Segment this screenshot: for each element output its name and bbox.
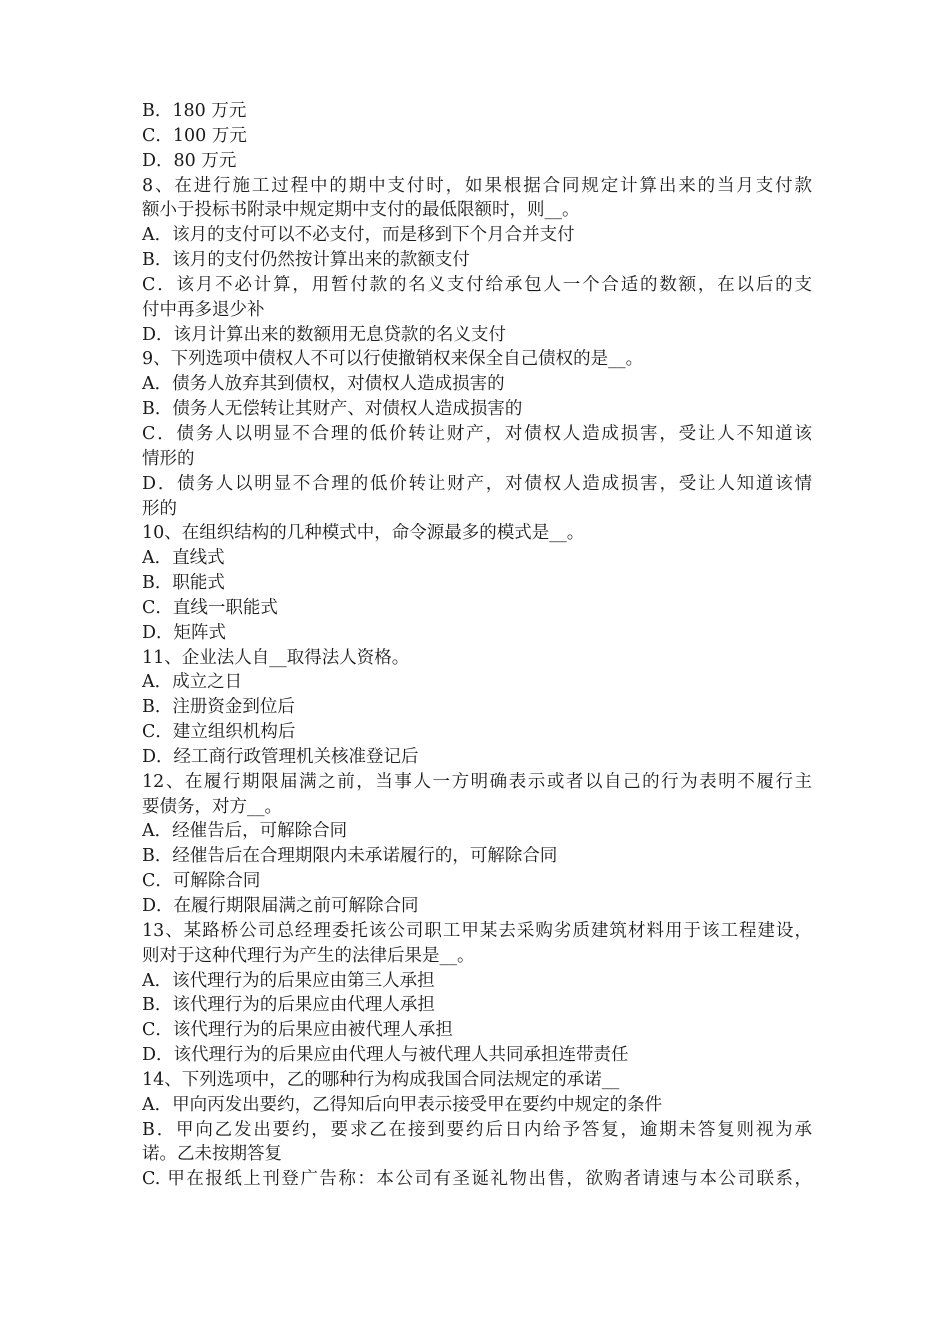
text-line: D．80 万元 [142, 150, 237, 171]
text-line: D．债务人以明显不合理的低价转让财产，对债权人造成损害，受让人知道该情 [142, 473, 812, 494]
text-line: 8、在进行施工过程中的期中支付时，如果根据合同规定计算出来的当月支付款 [142, 175, 812, 196]
text-line: 14、下列选项中，乙的哪种行为构成我国合同法规定的承诺__ [142, 1069, 620, 1090]
document-body [142, 99, 812, 1192]
text-line: B．180 万元 [142, 101, 247, 121]
text-line: D．经工商行政管理机关核准登记后 [142, 746, 419, 767]
text-line: A．成立之日 [142, 672, 243, 693]
text-line: 诺。乙未按期答复 [142, 1144, 282, 1165]
text-line: D．在履行期限届满之前可解除合同 [142, 896, 419, 916]
text-line: C. 甲在报纸上刊登广告称：本公司有圣诞礼物出售，欲购者请速与本公司联系， [142, 1169, 812, 1190]
text-line: C．建立组织机构后 [142, 722, 296, 743]
text-line: B．该代理行为的后果应由代理人承担 [142, 995, 435, 1016]
text-line: C．该代理行为的后果应由被代理人承担 [142, 1020, 453, 1041]
text-line: A．直线式 [142, 548, 225, 569]
text-line: B．注册资金到位后 [142, 697, 295, 718]
text-line: 则对于这种代理行为产生的法律后果是__。 [142, 945, 475, 966]
text-line: 付中再多退少补 [142, 299, 265, 320]
text-line: C．100 万元 [142, 125, 247, 146]
text-line: B．职能式 [142, 573, 225, 594]
text-line: D．该代理行为的后果应由代理人与被代理人共同承担连带责任 [142, 1045, 629, 1066]
text-line: B．经催告后在合理期限内未承诺履行的，可解除合同 [142, 846, 558, 867]
text-line: C．可解除合同 [142, 871, 261, 892]
text-line: A．债务人放弃其到债权，对债权人造成损害的 [142, 374, 505, 395]
text-line: C．该月不必计算，用暂付款的名义支付给承包人一个合适的数额，在以后的支 [142, 274, 812, 295]
text-line: B．甲向乙发出要约，要求乙在接到要约后日内给予答复，逾期未答复则视为承 [142, 1119, 812, 1140]
text-line: B．该月的支付仍然按计算出来的款额支付 [142, 250, 470, 271]
text-line: A．该月的支付可以不必支付，而是移到下个月合并支付 [142, 225, 575, 246]
text-line: A．该代理行为的后果应由第三人承担 [142, 970, 435, 991]
text-line: 情形的 [142, 448, 195, 469]
text-line: 额小于投标书附录中规定期中支付的最低限额时，则__。 [142, 200, 580, 221]
text-line: B．债务人无偿转让其财产、对债权人造成损害的 [142, 399, 523, 420]
text-line: 10、在组织结构的几种模式中，命令源最多的模式是__。 [142, 523, 585, 544]
text-line: C．直线一职能式 [142, 597, 278, 618]
text-line: 13、某路桥公司总经理委托该公司职工甲某去采购劣质建筑材料用于该工程建设， [142, 920, 812, 941]
text-line: 形的 [142, 498, 177, 519]
text-line: A．甲向丙发出要约，乙得知后向甲表示接受甲在要约中规定的条件 [142, 1094, 663, 1115]
text-line: D．该月计算出来的数额用无息贷款的名义支付 [142, 324, 507, 345]
text-line: 11、企业法人自__取得法人资格。 [142, 647, 410, 668]
text-line: 12、在履行期限届满之前，当事人一方明确表示或者以自己的行为表明不履行主 [142, 771, 812, 792]
text-line: C．债务人以明显不合理的低价转让财产，对债权人造成损害，受让人不知道该 [142, 423, 812, 444]
text-line: 要债务，对方__。 [142, 796, 282, 817]
text-line: 9、下列选项中债权人不可以行使撤销权来保全自己债权的是__。 [142, 349, 644, 370]
text-line: A．经催告后，可解除合同 [142, 821, 348, 842]
text-line: D．矩阵式 [142, 622, 227, 643]
